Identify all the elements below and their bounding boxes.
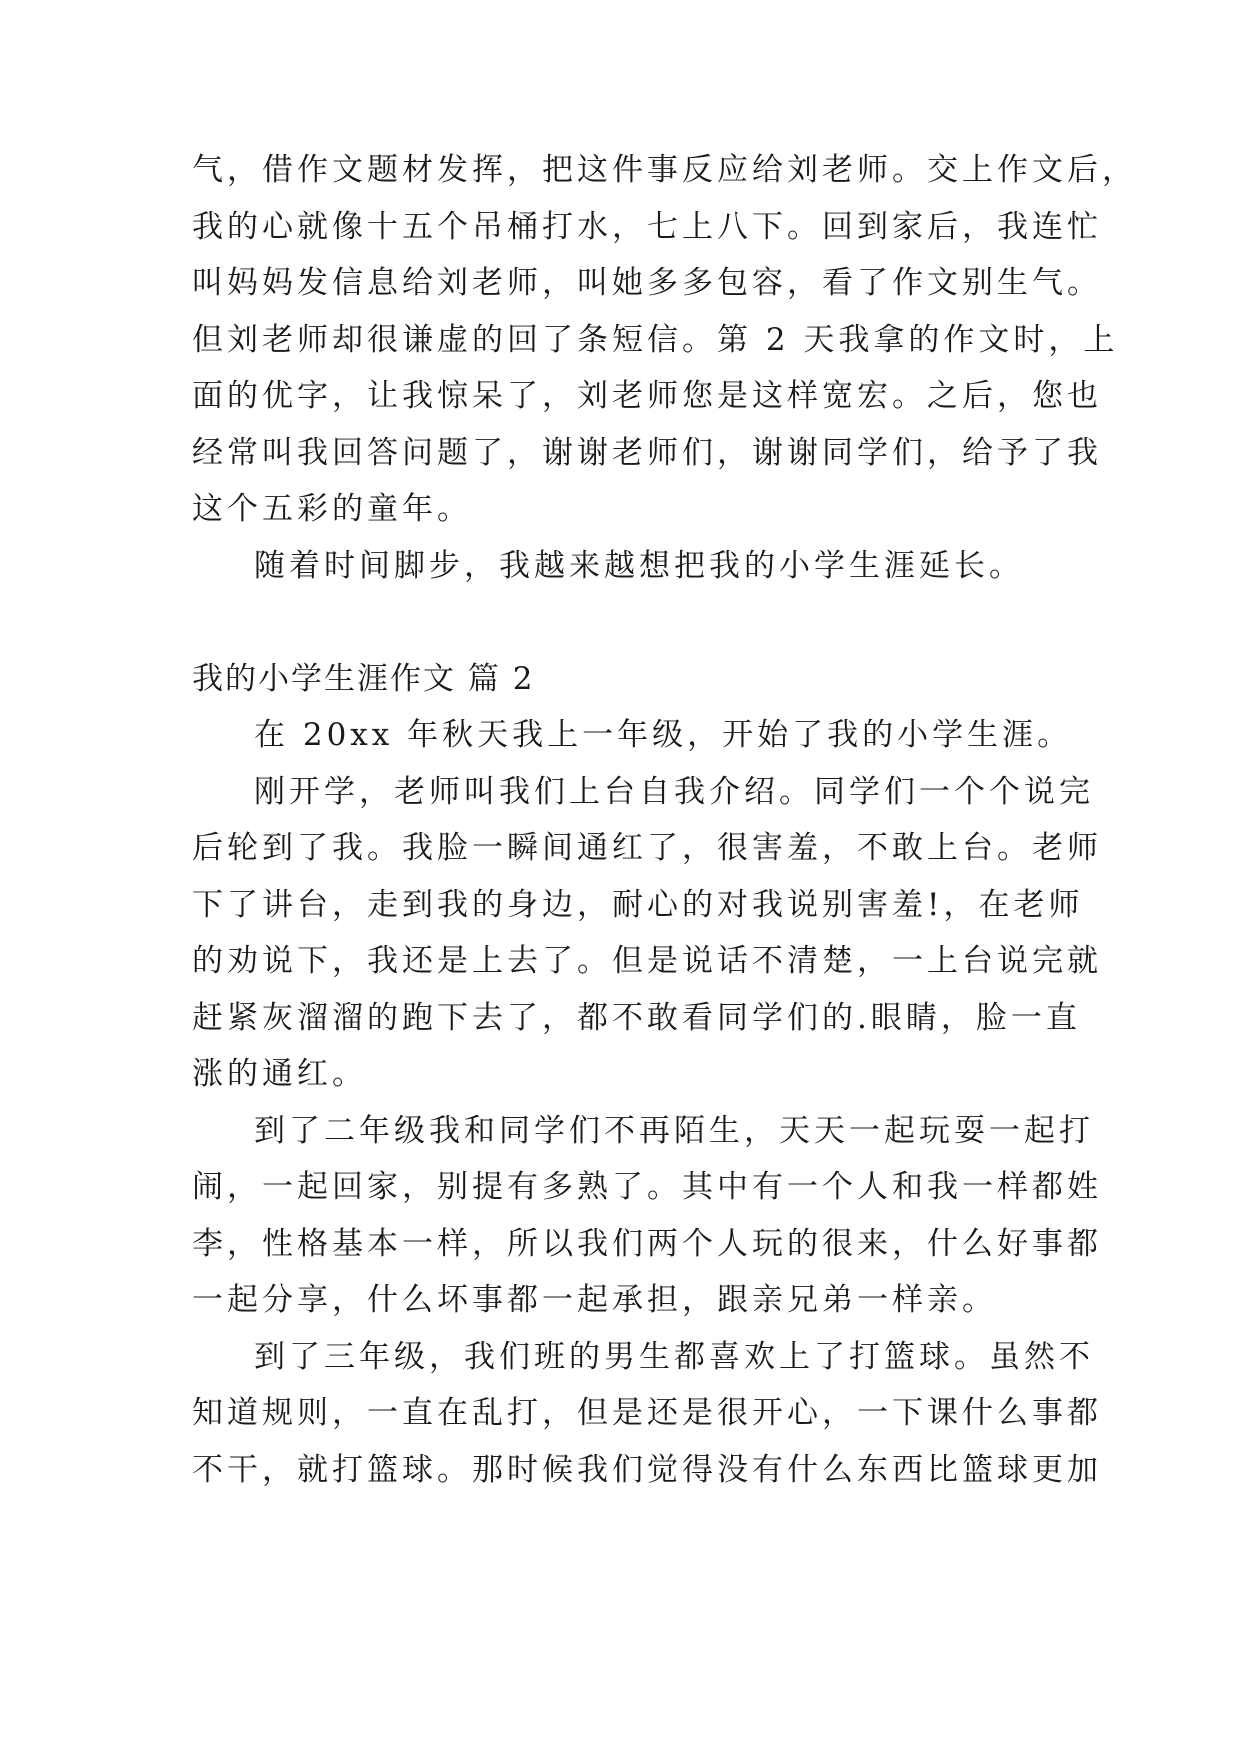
paragraph-line: 闹，一起回家，别提有多熟了。其中有一个人和我一样都姓 <box>192 1169 1102 1205</box>
paragraph-line: 的劝说下，我还是上去了。但是说话不清楚，一上台说完就 <box>192 943 1102 979</box>
text-line: 气，借作文题材发挥，把这件事反应给刘老师。交上作文后， <box>192 152 1137 188</box>
text-line: 叫妈妈发信息给刘老师，叫她多多包容，看了作文别生气。 <box>192 265 1102 301</box>
paragraph-line: 后轮到了我。我脸一瞬间通红了，很害羞，不敢上台。老师 <box>192 830 1102 866</box>
text-line: 面的优字，让我惊呆了，刘老师您是这样宽宏。之后，您也 <box>192 378 1102 414</box>
paragraph-line: 赶紧灰溜溜的跑下去了，都不敢看同学们的.眼睛，脸一直 <box>192 1000 1081 1036</box>
closing-paragraph: 随着时间脚步，我越来越想把我的小学生涯延长。 <box>254 548 1024 584</box>
text-line: 这个五彩的童年。 <box>192 491 472 527</box>
paragraph-line: 知道规则，一直在乱打，但是还是很开心，一下课什么事都 <box>192 1395 1102 1431</box>
text-line: 但刘老师却很谦虚的回了条短信。第 2 天我拿的作文时，上 <box>192 322 1119 358</box>
paragraph-line: 在 20xx 年秋天我上一年级，开始了我的小学生涯。 <box>254 717 1073 753</box>
text-line: 我的心就像十五个吊桶打水，七上八下。回到家后，我连忙 <box>192 209 1102 245</box>
paragraph-line: 涨的通红。 <box>192 1056 367 1092</box>
section-heading: 我的小学生涯作文 篇 2 <box>192 661 535 697</box>
paragraph-line: 到了三年级，我们班的男生都喜欢上了打篮球。虽然不 <box>254 1339 1094 1375</box>
paragraph-line: 李，性格基本一样，所以我们两个人玩的很来，什么好事都 <box>192 1226 1102 1262</box>
paragraph-line: 一起分享，什么坏事都一起承担，跟亲兄弟一样亲。 <box>192 1282 997 1318</box>
text-line: 经常叫我回答问题了，谢谢老师们，谢谢同学们，给予了我 <box>192 435 1102 471</box>
paragraph-line: 刚开学，老师叫我们上台自我介绍。同学们一个个说完 <box>254 774 1094 810</box>
paragraph-line: 到了二年级我和同学们不再陌生，天天一起玩耍一起打 <box>254 1113 1094 1149</box>
paragraph-line: 下了讲台，走到我的身边，耐心的对我说别害羞!，在老师 <box>192 887 1084 923</box>
paragraph-line: 不干，就打篮球。那时候我们觉得没有什么东西比篮球更加 <box>192 1452 1102 1488</box>
